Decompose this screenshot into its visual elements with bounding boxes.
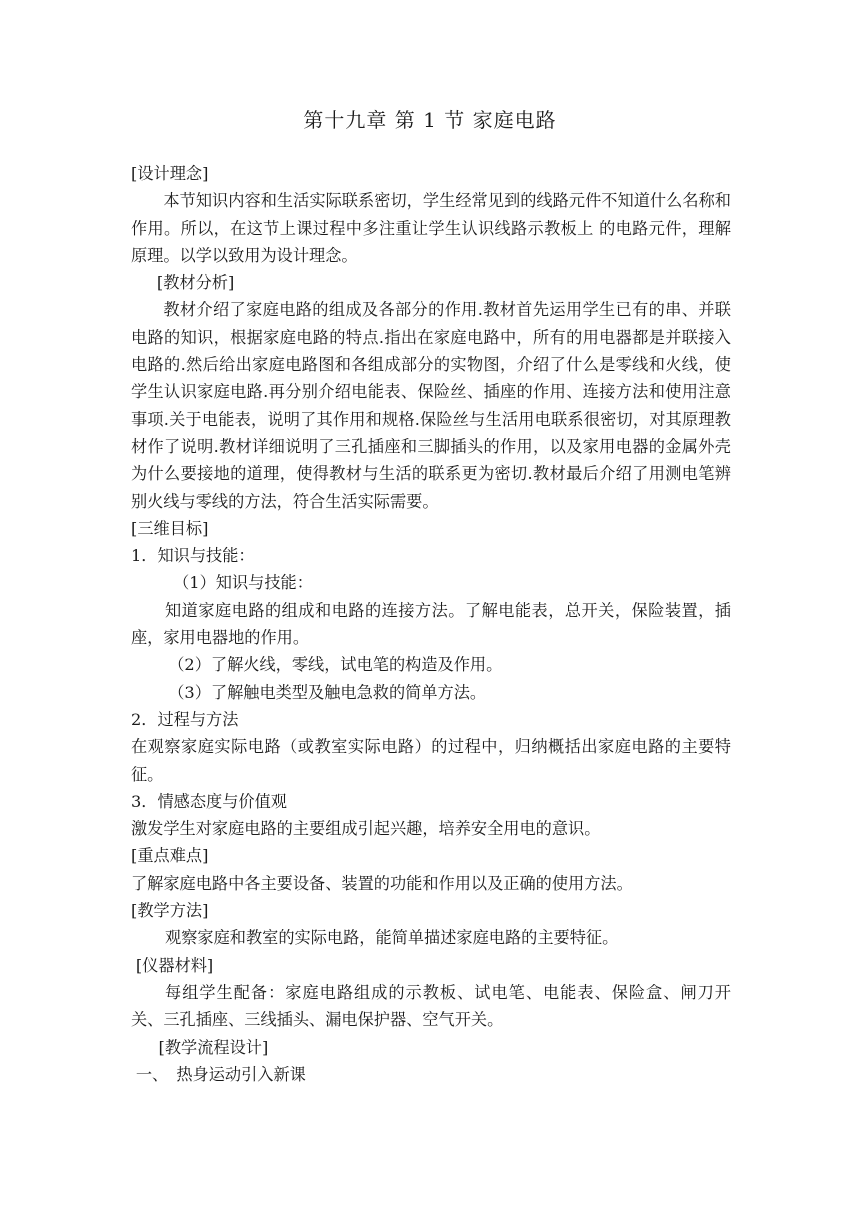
objective-heading-process: 2．过程与方法 <box>131 709 239 729</box>
section-heading-design-concept: [设计理念] <box>131 164 209 183</box>
objective-heading-knowledge: 1．知识与技能： <box>131 546 255 566</box>
section-heading-objectives: [三维目标] <box>131 518 209 538</box>
paragraph-materials: 每组学生配备：家庭电路组成的示教板、试电笔、电能表、保险盒、闸刀开关、三孔插座、三线插头、漏电保护器、空气开关。 <box>131 982 731 1030</box>
paragraph-teaching-method: 观察家庭和教室的实际电路，能简单描述家庭电路的主要特征。 <box>165 928 619 948</box>
paragraph-textbook-analysis: 教材介绍了家庭电路的组成及各部分的作用.教材首先运用学生已有的串、并联电路的知识，根据家庭电路的特点.指出在家庭电路中，所有的用电器都是并联接入电路的.然后给出家庭电路图和各组成部分的实物图，介绍了什么是零线和火线，使学生认识家庭电路.再分别介绍电能表、保险丝、插座的作用、连接方法和使用注意事项.关于电能表，说明了其作用和规格.保险丝与生活用电联系很密切，对其原理教材作了说明.教材详细说明了三孔插座和三脚插头的作用，以及家用电器的金属外壳为什么要接地的道理，使得教材与生活的联系更为密切.教材最后介绍了用测电笔辨别火线与零线的方法，符合生活实际需要。 <box>131 300 731 511</box>
section-heading-teaching-method: [教学方法] <box>131 901 209 921</box>
objective-item-1: （1）知识与技能： <box>173 573 313 593</box>
paragraph-process: 在观察家庭实际电路（或教室实际电路）的过程中，归纳概括出家庭电路的主要特征。 <box>131 737 731 784</box>
document-title: 第十九章 第 1 节 家庭电路 <box>303 108 557 132</box>
paragraph-objective-knowledge: 知道家庭电路的组成和电路的连接方法。了解电能表，总开关，保险装置，插座，家用电器地的作用。 <box>131 600 731 648</box>
paragraph-design-concept: 本节知识内容和生活实际联系密切，学生经常见到的线路元件不知道什么名称和作用。所以，在这节上课过程中多注重让学生认识线路示教板上 的电路元件，理解原理。以学以致用为设计理念。 <box>131 191 731 265</box>
section-heading-flow-design: [教学流程设计] <box>158 1037 269 1057</box>
flow-step-1: 一、 热身运动引入新课 <box>135 1064 306 1084</box>
objective-item-3: （3）了解触电类型及触电急救的简单方法。 <box>168 682 487 702</box>
section-heading-materials: [仪器材料] <box>135 955 214 975</box>
objective-item-2: （2）了解火线，零线，试电笔的构造及作用。 <box>168 655 503 675</box>
section-heading-textbook-analysis: [教材分析] <box>156 273 235 293</box>
paragraph-key-points: 了解家庭电路中各主要设备、装置的功能和作用以及正确的使用方法。 <box>131 873 633 893</box>
document-body <box>131 160 731 1088</box>
objective-heading-emotion: 3．情感态度与价值观 <box>131 791 287 811</box>
section-heading-key-points: [重点难点] <box>131 846 209 866</box>
paragraph-emotion: 激发学生对家庭电路的主要组成引起兴趣，培养安全用电的意识。 <box>131 819 601 839</box>
